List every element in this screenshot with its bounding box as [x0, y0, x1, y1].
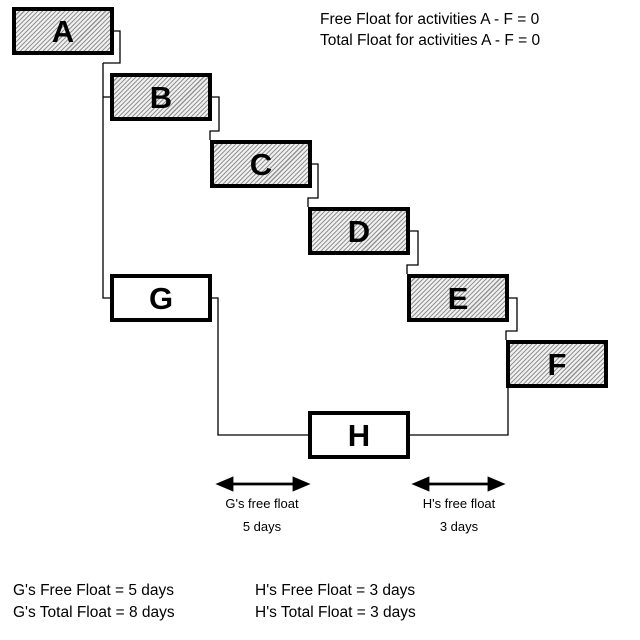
header-note	[320, 9, 540, 51]
g-free-float-arrowhead-left	[219, 479, 232, 490]
activity-box-c	[210, 140, 312, 188]
activity-box-f	[506, 340, 608, 388]
activity-label-e: E	[447, 280, 469, 316]
activity-label-d: D	[347, 213, 371, 249]
h-free-float-value: 3 days	[439, 519, 479, 534]
h-free-float-arrowhead-right	[489, 479, 502, 490]
connector-g-h	[212, 298, 308, 435]
summary-g-free-float: G's Free Float = 5 days	[13, 582, 175, 599]
connector-h-f	[410, 388, 508, 435]
g-free-float-arrowhead-right	[294, 479, 307, 490]
g-free-float-value: 5 days	[242, 519, 282, 534]
h-free-float-arrowhead-left	[415, 479, 428, 490]
activity-label-h: H	[347, 417, 371, 453]
summary-h	[255, 580, 416, 624]
activity-box-g	[110, 274, 212, 322]
activity-box-h	[308, 411, 410, 459]
activity-box-d	[308, 207, 410, 255]
summary-g-total-float: G's Total Float = 8 days	[13, 604, 175, 621]
activity-label-f: F	[547, 346, 567, 382]
free-float-note: Free Float for activities A - F = 0	[320, 11, 540, 28]
summary-h-total-float: H's Total Float = 3 days	[255, 604, 416, 621]
h-free-float-label: H's free float	[422, 496, 496, 511]
h-free-float-arrow	[415, 479, 502, 490]
activity-box-e	[407, 274, 509, 322]
activity-label-a: A	[51, 13, 75, 49]
summary-h-free-float: H's Free Float = 3 days	[255, 582, 416, 599]
g-free-float-arrow	[219, 479, 307, 490]
activity-box-b	[110, 73, 212, 121]
total-float-note: Total Float for activities A - F = 0	[320, 32, 541, 49]
summary-g	[13, 580, 175, 624]
g-free-float-label: G's free float	[225, 496, 299, 511]
activity-label-b: B	[149, 79, 173, 115]
connector-trunk-a-g	[103, 63, 110, 298]
activity-label-g: G	[148, 280, 174, 316]
activity-label-c: C	[249, 146, 273, 182]
activity-box-a	[12, 7, 114, 55]
